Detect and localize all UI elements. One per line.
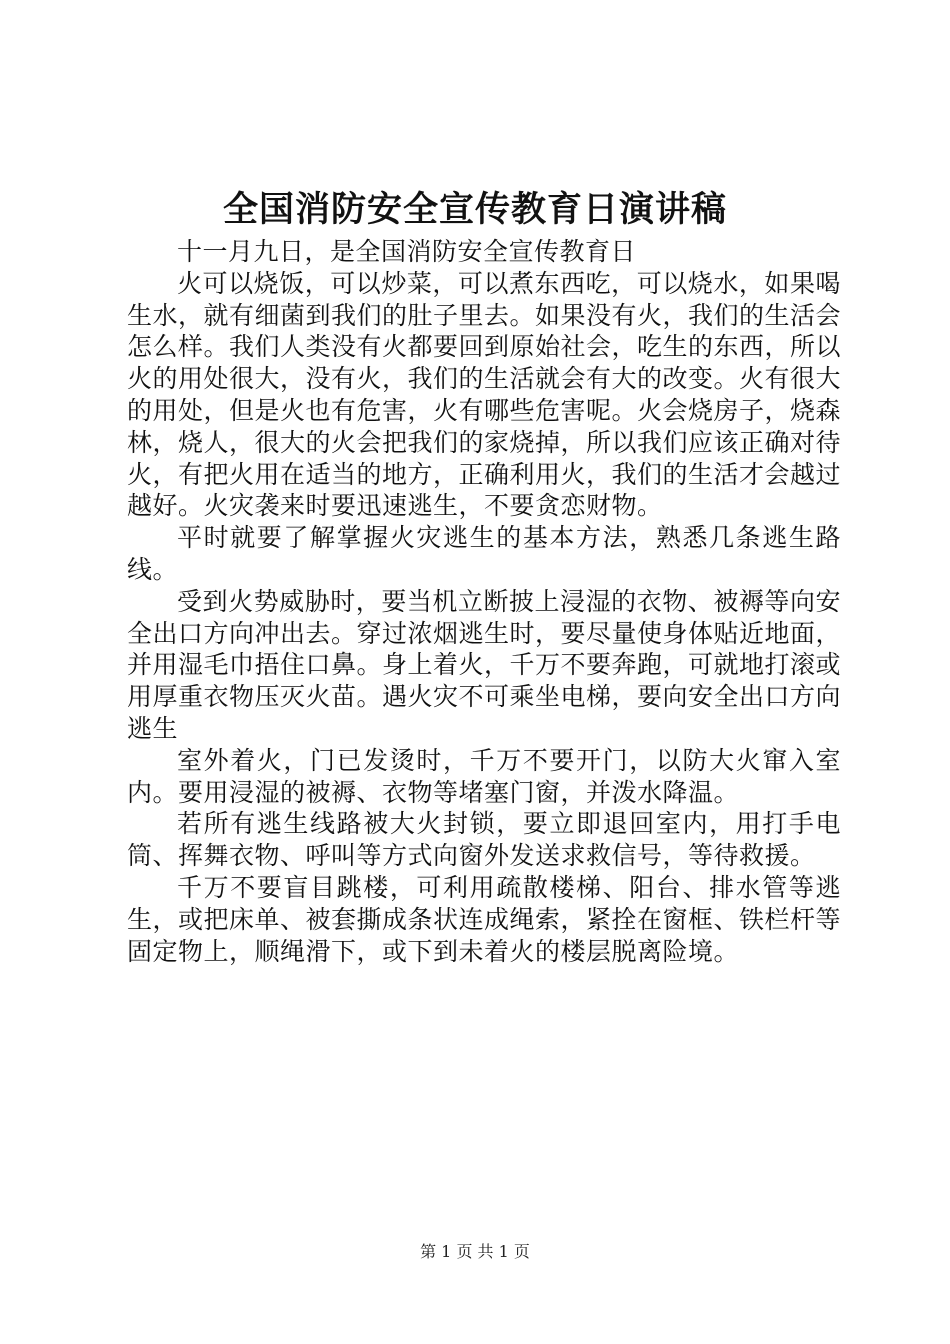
paragraph-intro: 十一月九日，是全国消防安全宣传教育日 — [177, 237, 637, 266]
paragraph-no-jumping: 千万不要盲目跳楼，可利用疏散楼梯、阳台、排水管等逃生，或把床单、被套撕成条状连成绳索，紧拴在窗框、铁栏杆等固定物上，顺绳滑下，或下到未着火的楼层脱离险境。 — [127, 872, 842, 966]
page-number-footer: 第 1 页 共 1 页 — [420, 1242, 530, 1261]
paragraph-distress-signal: 若所有逃生线路被大火封锁，要立即退回室内，用打手电筒、挥舞衣物、呼叫等方式向窗外发送求救信号，等待救援。 — [127, 809, 841, 871]
paragraph-fire-uses: 火可以烧饭，可以炒菜，可以煮东西吃，可以烧水，如果喝生水，就有细菌到我们的肚子里去。如果没有火，我们的生活会怎么样。我们人类没有火都要回到原始社会，吃生的东西，所以火的用处很大，没有火，我们的生活就会有大的改变。火有很大的用处，但是火也有危害，火有哪些危害呢。火会烧房子，烧森林，烧人，很大的火会把我们的家烧掉，所以我们应该正确对待火，有把火用在适当的地方，正确利用火，我们的生活才会越过越好。火灾袭来时要迅速逃生，不要贪恋财物。 — [127, 268, 842, 521]
paragraph-outdoor-fire: 室外着火，门已发烫时，千万不要开门，以防大火窜入室内。要用浸湿的被褥、衣物等堵塞门窗，并泼水降温。 — [127, 745, 841, 807]
paragraph-fire-threat: 受到火势威胁时，要当机立断披上浸湿的衣物、被褥等向安全出口方向冲出去。穿过浓烟逃生时，要尽量使身体贴近地面，并用湿毛巾捂住口鼻。身上着火，千万不要奔跑，可就地打滚或用厚重衣物压灭火苗。遇火灾不可乘坐电梯，要向安全出口方向逃生 — [127, 586, 842, 743]
document-body — [127, 236, 841, 967]
paragraph-escape-routes: 平时就要了解掌握火灾逃生的基本方法，熟悉几条逃生路线。 — [127, 523, 841, 584]
document-title: 全国消防安全宣传教育日演讲稿 — [222, 189, 727, 230]
